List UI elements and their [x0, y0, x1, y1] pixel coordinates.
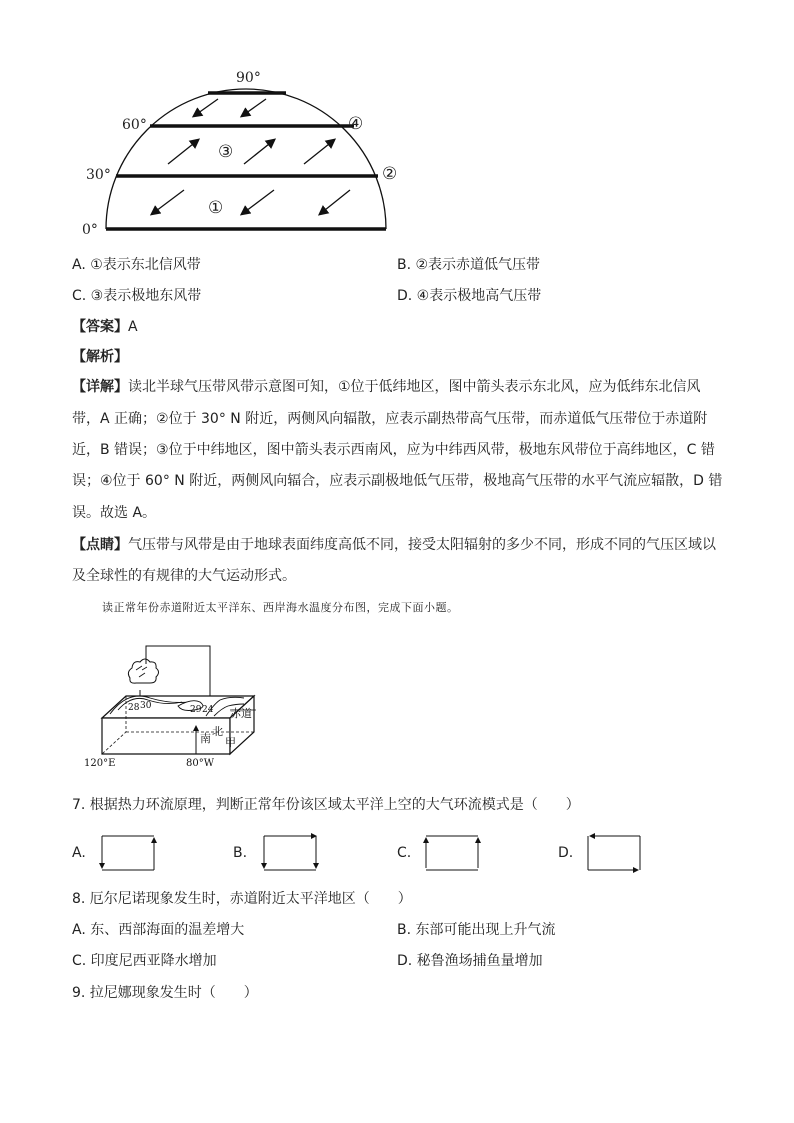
hemisphere-outline	[106, 89, 386, 229]
detail-line-5: 误。故选 A。	[72, 505, 157, 521]
option-a: A. ①表示东北信风带	[72, 257, 201, 273]
detail-line-2: 带，A 正确；②位于 30° N 附近，两侧风向辐散，应表示副热带高气压带，而赤道低气压带位于赤道附	[72, 411, 708, 427]
wind-arrow	[152, 190, 184, 214]
analysis-heading	[72, 347, 128, 367]
q8-option-d: D. 秘鲁渔场捕鱼量增加	[397, 953, 543, 969]
detail-text: 读北半球气压带风带示意图可知，①位于低纬地区，图中箭头表示东北风，应为低纬东北信风	[128, 379, 701, 395]
option-c: C. ③表示极地东风带	[72, 288, 202, 304]
wind-arrow	[320, 190, 350, 214]
pressure-wind-belt-diagram	[80, 62, 410, 240]
zone-label-1: ①	[208, 198, 224, 218]
q8-option-c: C. 印度尼西亚降水增加	[72, 953, 217, 969]
detail-line-4: 误；④位于 60° N 附近，两侧风向辐合，应表示副极地低气压带，极地高气压带的水平气流应辐散，D 错	[72, 473, 723, 489]
zone-label-3: ③	[218, 142, 234, 162]
north-label: 北	[212, 725, 223, 738]
q8-option-a: A. 东、西部海面的温差增大	[72, 922, 245, 938]
answer-tag: 【答案】	[72, 319, 128, 335]
cloud-icon	[128, 659, 158, 683]
question-intro: 读正常年份赤道附近太平洋东、西岸海水温度分布图，完成下面小题。	[102, 601, 459, 614]
lat-label-0: 0°	[82, 222, 98, 238]
option-d: D. ④表示极地高气压带	[397, 288, 542, 304]
pacific-sst-diagram	[80, 640, 280, 770]
lat-label-90: 90°	[236, 70, 261, 86]
comment-text: 气压带与风带是由于地球表面纬度高低不同，接受太阳辐射的多少不同，形成不同的气压区域以	[128, 537, 716, 553]
wind-arrow	[304, 140, 334, 164]
lon-label-120e: 120°E	[84, 758, 116, 769]
south-label: 南	[200, 732, 211, 745]
question-9-stem: 9. 拉尼娜现象发生时（ ）	[72, 985, 258, 1001]
q8-option-b: B. 东部可能出现上升气流	[397, 922, 556, 938]
q7-option-d-letter: D.	[558, 845, 574, 861]
q7-option-d-diagram	[582, 830, 648, 876]
detail-tag: 【详解】	[72, 379, 128, 395]
analysis-tag: 【解析】	[72, 349, 128, 365]
isotherm-label-29: 29	[190, 705, 202, 715]
q7-option-a-diagram	[96, 830, 162, 876]
q7-option-b-diagram	[258, 830, 324, 876]
q7-option-a-letter: A.	[72, 845, 86, 861]
detail-line-3: 近，B 错误；③位于中纬地区，图中箭头表示西南风，应为中纬西风带，极地东风带位于高纬地区，C 错	[72, 442, 715, 458]
comment-line-1	[72, 535, 716, 555]
answer-value: A	[128, 319, 138, 335]
wind-arrow	[194, 99, 218, 116]
isotherm-label-28: 28	[128, 703, 140, 713]
lat-label-30: 30°	[86, 167, 111, 183]
zone-label-4: ④	[348, 114, 364, 134]
q7-option-b-letter: B.	[233, 845, 248, 861]
lon-label-80w: 80°W	[186, 758, 215, 769]
lat-label-60: 60°	[122, 117, 147, 133]
comment-tag: 【点睛】	[72, 537, 128, 553]
zone-label-2: ②	[382, 164, 398, 184]
q7-option-c-letter: C.	[397, 845, 412, 861]
option-b: B. ②表示赤道低气压带	[397, 257, 541, 273]
answer-line	[72, 317, 138, 337]
detail-line-1	[72, 377, 701, 397]
q7-option-c-diagram	[420, 830, 486, 876]
jia-label: 甲	[225, 736, 236, 749]
isotherm-label-24: 24	[202, 705, 214, 715]
comment-line-2: 及全球性的有规律的大气运动形式。	[72, 568, 296, 584]
equator-label: 赤道	[230, 707, 252, 720]
isotherm-label-30: 30	[140, 701, 152, 711]
wind-arrow	[244, 140, 274, 164]
question-8-stem: 8. 厄尔尼诺现象发生时，赤道附近太平洋地区（ ）	[72, 891, 412, 907]
wind-arrow	[168, 140, 198, 164]
question-7-stem: 7. 根据热力环流原理，判断正常年份该区域太平洋上空的大气环流模式是（ ）	[72, 797, 580, 813]
wind-arrow	[242, 190, 274, 214]
wind-arrow	[242, 99, 266, 116]
